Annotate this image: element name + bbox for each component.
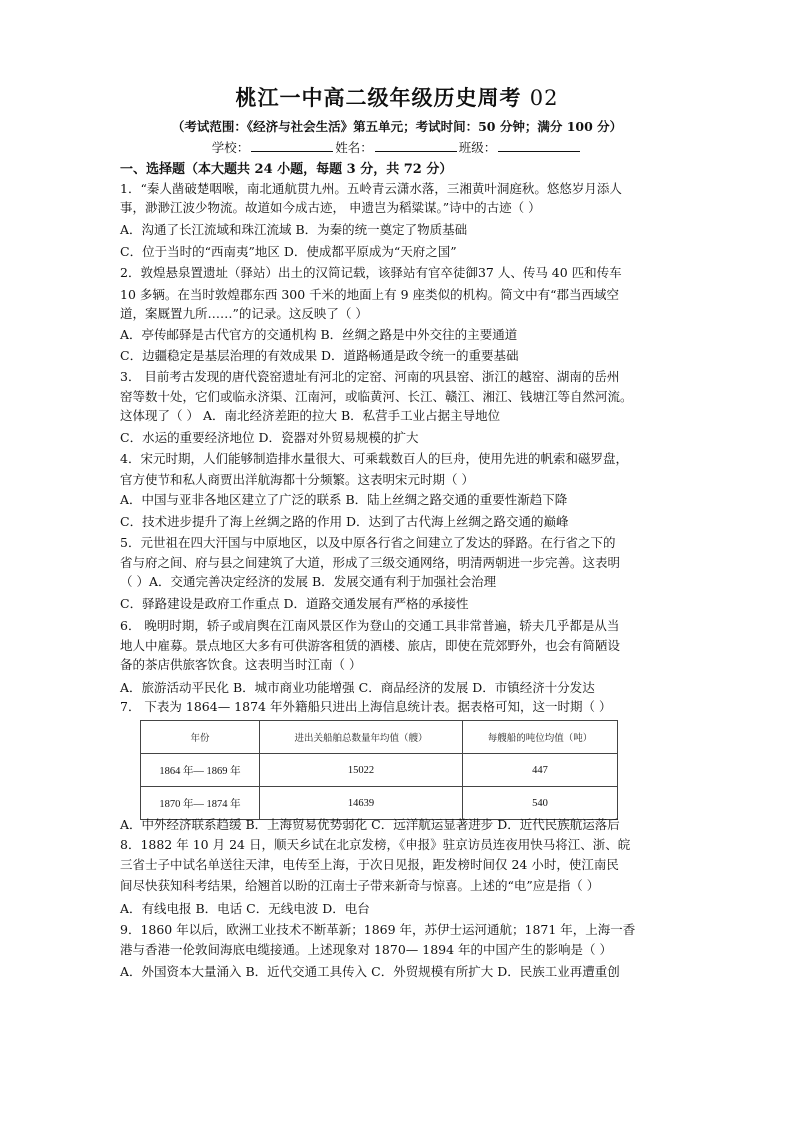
- name-label: 姓名：: [335, 140, 373, 155]
- text-line: A．有线电报 B．电话 C．无线电波 D．电台: [120, 901, 370, 916]
- table-header-row: [141, 721, 618, 754]
- page-title: [0, 82, 794, 112]
- text-line: C．位于当时的“西南夷”地区 D．使成都平原成为“天府之国”: [120, 244, 457, 259]
- text-line: 2．敦煌悬泉置遗址（驿站）出土的汉简记载，该驿站有官卒徒御37 人、传马 40 匹和传车: [120, 265, 622, 280]
- text-line: 4．宋元时期，人们能够制造排水量很大、可乘载数百人的巨舟，使用先进的帆索和磁罗盘，: [120, 451, 628, 466]
- text-line: 8．1882 年 10 月 24 日，顺天乡试在北京发榜，《申报》驻京访员连夜用快马将江、浙、皖: [120, 837, 631, 852]
- text-line: C．驿路建设是政府工作重点 D．道路交通发展有严格的承接性: [120, 596, 469, 611]
- text-line: 10 多辆。在当时敦煌郡东西 300 千米的地面上有 9 座类似的机构。简文中有“郡当西域空: [120, 287, 619, 302]
- text-line: 1．“秦人凿破楚咽喉，南北通航贯九州。五岭青云潇水落，三湘黄叶洞庭秋。悠悠岁月添人: [120, 181, 622, 196]
- text-line: 这体现了（ ） A．南北经济差距的拉大 B．私营手工业占据主导地位: [120, 408, 501, 423]
- text-line: （ ）A．交通完善决定经济的发展 B．发展交通有利于加强社会治理: [120, 574, 497, 589]
- table-cell: 447: [463, 754, 618, 787]
- text-line: 间尽快获知科考结果，给翘首以盼的江南士子带来新奇与惊喜。上述的“电”应是指（ ）: [120, 878, 600, 893]
- text-line: 7． 下表为 1864— 1874 年外籍船只进出上海信息统计表。据表格可知，这一时期（ ）: [120, 699, 612, 714]
- table-cell: 1870 年— 1874 年: [141, 787, 260, 820]
- section-heading: 一、选择题（本大题共 24 小题，每题 3 分，共 72 分）: [120, 162, 453, 177]
- text-line: C．技术进步提升了海上丝绸之路的作用 D．达到了古代海上丝绸之路交通的巅峰: [120, 514, 569, 529]
- table-row: [141, 787, 618, 820]
- student-info-row: [0, 138, 794, 156]
- table-row: [141, 754, 618, 787]
- table-cell: 14639: [260, 787, 463, 820]
- text-line: 事，渺渺江波少物流。故道如今成古迹， 申遗岂为稻粱谋。”诗中的古迹（ ）: [120, 200, 541, 215]
- table-header-cell: 进出关船舶总数量年均值（艘）: [260, 721, 463, 754]
- table-header-cell: 年份: [141, 721, 260, 754]
- school-field[interactable]: [251, 139, 333, 152]
- table-cell: 15022: [260, 754, 463, 787]
- text-line: 省与府之间、府与县之间建筑了大道，形成了三级交通网络，明清两朝进一步完善。这表明: [120, 555, 621, 570]
- class-label: 班级：: [458, 140, 497, 155]
- text-line: 备的茶店供旅客饮食。这表明当时江南（ ）: [120, 657, 362, 672]
- text-line: A．亭传邮驿是古代官方的交通机构 B．丝绸之路是中外交往的主要通道: [120, 327, 518, 342]
- school-label: 学校：: [211, 140, 250, 155]
- text-line: 道，案厩置九所……”的记录。这反映了（ ）: [120, 306, 368, 321]
- class-field[interactable]: [498, 139, 580, 152]
- text-line: 地人中雇募。景点地区大多有可供游客租赁的酒楼、旅店，即使在荒郊野外，也会有简陋设: [120, 638, 621, 653]
- text-line: 9．1860 年以后，欧洲工业技术不断革新；1869 年，苏伊士运河通航；1871 年，上海一香: [120, 922, 636, 937]
- table-cell: 1864 年— 1869 年: [141, 754, 260, 787]
- text-line: C．水运的重要经济地位 D．瓷器对外贸易规模的扩大: [120, 430, 419, 445]
- text-line: 官方使节和私人商贾出洋航海都十分频繁。这表明宋元时期（ ）: [120, 472, 474, 487]
- text-line: 3． 目前考古发现的唐代瓷窑遗址有河北的定窑、河南的巩县窑、浙江的越窑、湖南的岳州: [120, 369, 620, 384]
- text-line: 三省士子中试名单送往天津，电传至上海，于次日见报，距发榜时间仅 24 小时，使江南民: [120, 857, 619, 872]
- shipping-stats-table: [140, 720, 618, 820]
- table-header-cell: 每艘船的吨位均值（吨）: [463, 721, 618, 754]
- text-line: A．外国资本大量涌入 B．近代交通工具传入 C．外贸规模有所扩大 D．民族工业再遭重创: [120, 964, 620, 979]
- title-number: 02: [529, 86, 559, 110]
- text-line: A．中外经济联系趋缓 B．上海贸易优势弱化 C．远洋航运显著进步 D．近代民族航运落后: [120, 817, 620, 832]
- text-line: A．中国与亚非各地区建立了广泛的联系 B．陆上丝绸之路交通的重要性渐趋下降: [120, 492, 568, 507]
- text-line: 5．元世祖在四大汗国与中原地区，以及中原各行省之间建立了发达的驿路。在行省之下的: [120, 535, 616, 550]
- text-line: 窑等数十处，它们或临永济渠、江南河，或临黄河、长江、赣江、湘江、钱塘江等自然河流。: [120, 389, 633, 404]
- table-cell: 540: [463, 787, 618, 820]
- exam-scope: （考试范围：《经济与社会生活》第五单元；考试时间：50 分钟；满分 100 分）: [171, 119, 623, 134]
- text-line: 6． 晚明时期，轿子或肩舆在江南风景区作为登山的交通工具非常普遍，轿夫几乎都是从当: [120, 618, 620, 633]
- name-field[interactable]: [375, 139, 457, 152]
- text-line: 港与香港一伦敦间海底电缆接通。上述现象对 1870— 1894 年的中国产生的影响是（ ）: [120, 942, 613, 957]
- text-line: A．旅游活动平民化 B．城市商业功能增强 C．商品经济的发展 D．市镇经济十分发达: [120, 680, 595, 695]
- text-line: C．边疆稳定是基层治理的有效成果 D．道路畅通是政令统一的重要基础: [120, 348, 519, 363]
- text-line: A．沟通了长江流域和珠江流域 B．为秦的统一奠定了物质基础: [120, 222, 468, 237]
- title-text: 桃江一中高二级年级历史周考: [235, 85, 522, 110]
